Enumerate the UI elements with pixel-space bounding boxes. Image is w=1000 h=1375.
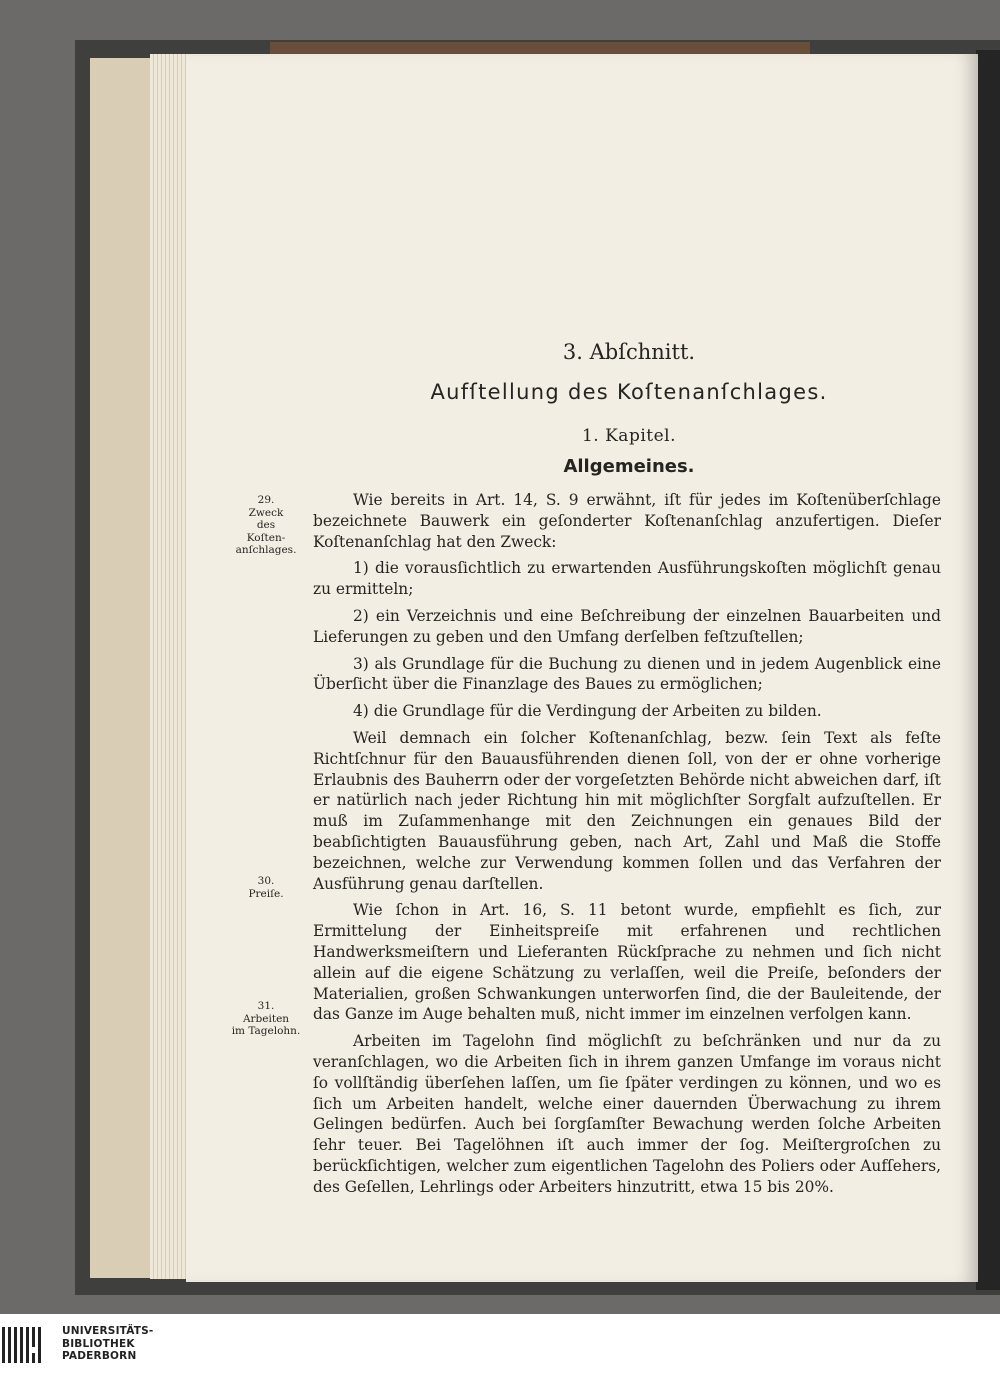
- page-edges: [150, 54, 190, 1279]
- section-title: 3. Abſchnitt.: [562, 340, 696, 364]
- chapter-title: Allgemeines.: [563, 456, 695, 477]
- logo-line: PADERBORN: [62, 1350, 137, 1362]
- chapter-number: 1. Kapitel.: [581, 426, 676, 446]
- margin-note-29-line: Koſten-: [246, 531, 286, 544]
- margin-note-31-line: im Tagelohn.: [231, 1025, 301, 1037]
- logo-line: BIBLIOTHEK: [62, 1337, 135, 1350]
- margin-note-30-line: Preiſe.: [248, 887, 284, 900]
- margin-note-30: [226, 875, 306, 900]
- margin-note-29-number: 29.: [257, 494, 275, 506]
- margin-note-29-line: Zweck: [248, 506, 284, 519]
- paragraph-item-1: 1) die vorausſichtlich zu erwartenden Ausführungskoſten möglichſt genau zu ermitteln;: [313, 559, 941, 599]
- paragraph-preise: Wie ſchon in Art. 16, S. 11 betont wurde, empfiehlt es ſich, zur Ermittelung der Einheitspreiſe mit erfahrenen und rechtlichen Handwerksmeiſtern und Lieferanten Rückſprache zu nehmen und ſich nicht allein auf die eigene Schätzung zu verlaſſen, weil die Preiſe, beſonders der Materialien, großen Schwankungen unterworfen ſind, die der Bauleitende, der das Ganze im Auge behalten muß, nicht immer im einzelnen verfolgen kann.: [313, 901, 941, 1024]
- margin-note-31: [226, 1000, 306, 1038]
- margin-note-29-line: des: [256, 519, 276, 531]
- margin-note-30-number: 30.: [257, 875, 275, 887]
- library-logo-text: [62, 1325, 202, 1363]
- library-logo-icon: [0, 1325, 50, 1365]
- right-cover-edge: [976, 50, 1000, 1290]
- paragraph-item-4: 4) die Grundlage für die Verdingung der Arbeiten zu bilden.: [353, 702, 822, 721]
- body-text: [313, 490, 941, 1204]
- margin-note-31-number: 31.: [257, 1000, 275, 1012]
- chapter-heading: Aufſtellung des Koſtenanſchlages.: [430, 380, 828, 404]
- margin-note-29-line: anſchlages.: [235, 544, 297, 556]
- logo-line: UNIVERSITÄTS-: [62, 1325, 154, 1337]
- paragraph-intro: Wie bereits in Art. 14, S. 9 erwähnt, iſt für jedes im Koſtenüberſchlage bezeichnete Bauwerk ein geſonderter Koſtenanſchlag anzufertigen. Dieſer Koſtenanſchlag hat den Zweck:: [313, 491, 941, 551]
- paragraph-item-3: 3) als Grundlage für die Buchung zu dienen und in jedem Augenblick eine Überſicht über die Finanzlage des Baues zu ermöglichen;: [313, 654, 941, 694]
- paragraph-item-2: 2) ein Verzeichnis und eine Beſchreibung der einzelnen Bauarbeiten und Lieferungen zu geben und den Umfang derſelben feſtzuſtellen;: [313, 606, 941, 646]
- margin-note-31-line: Arbeiten: [242, 1012, 290, 1025]
- margin-note-29: [226, 494, 306, 557]
- library-logo: [0, 1325, 200, 1365]
- paragraph-tagelohn: Arbeiten im Tagelohn ſind möglichſt zu beſchränken und nur da zu veranſchlagen, wo die Arbeiten ſich in ihrem ganzen Umfange im voraus nicht ſo vollſtändig überſehen laſſen, um ſie ſpäter verdingen zu können, und wo es ſich um Arbeiten handelt, welche einer dauernden Überwachung zu ihrem Gelingen bedürfen. Auch bei ſorgſamſter Bewachung werden ſolche Arbeiten ſehr teuer. Bei Tagelöhnen iſt auch immer der ſog. Meiſtergroſchen zu berückſichtigen, welcher zum eigentlichen Tagelohn des Poliers oder Aufſehers, des Geſellen, Lehrlings oder Arbeiters hinzutritt, etwa 15 bis 20%.: [313, 1032, 941, 1196]
- paragraph-richtschnur: Weil demnach ein ſolcher Koſtenanſchlag, bezw. ſein Text als feſte Richtſchnur für den Bauausführenden dienen ſoll, von der er ohne vorherige Erlaubnis des Bauherrn oder der vorgeſetzten Behörde nicht abweichen darf, iſt er natürlich nach jeder Richtung hin mit möglichſter Sorgfalt aufzuſtellen. Er muß im Zuſammenhange mit den Zeichnungen ein genaues Bild der beabſichtigten Bauausführung geben, nach Art, Zahl und Maß die Stoffe bezeichnen, welche zur Verwendung kommen ſollen und das Verfahren der Ausführung genau darſtellen.: [313, 728, 941, 893]
- spine-band: [270, 42, 810, 54]
